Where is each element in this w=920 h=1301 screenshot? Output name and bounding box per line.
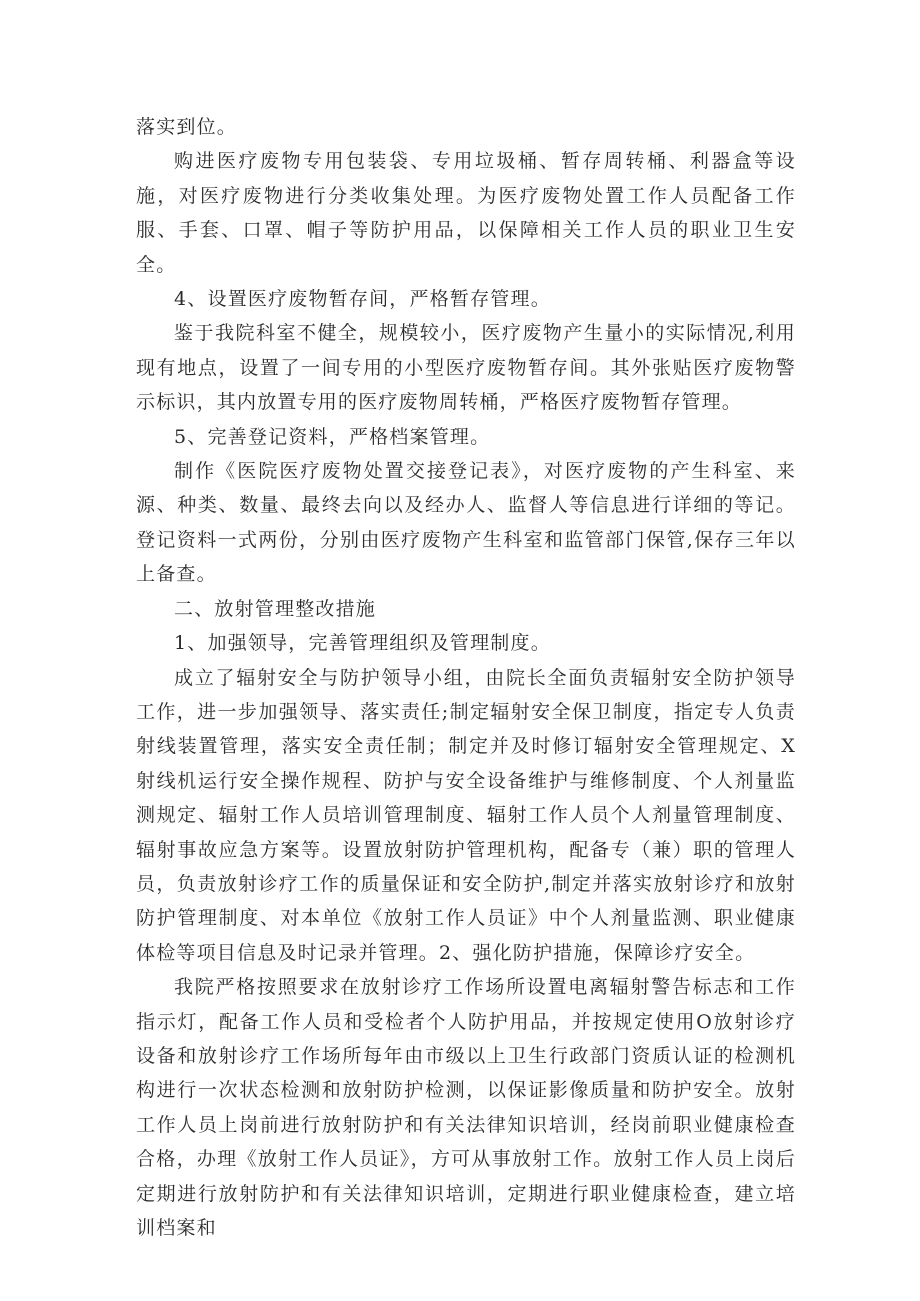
paragraph-storage-room: 鉴于我院科室不健全，规模较小，医疗废物产生量小的实际情况,利用现有地点，设置了一间专用的小型医疗废物暂存间。其外张贴医疗废物警示标识，其内放置专用的医疗废物周转桶，严格医疗废物暂存管理。 — [136, 322, 796, 414]
heading-temporary-storage: 4、设置医疗废物暂存间，严格暂存管理。 — [174, 288, 551, 311]
section-heading-radiation: 二、放射管理整改措施 — [174, 597, 377, 620]
paragraph-protection-measures: 我院严格按照要求在放射诊疗工作场所设置电离辐射警告标志和工作指示灯，配备工作人员和受检者个人防护用品，并按规定使用O放射诊疗设备和放射诊疗工作场所每年由市级以上卫生行政部门资质认证的检测机构进行一次状态检测和放射防护检测，以保证影像质量和防护安全。放射工作人员上岗前进行放射防护和有关法律知识培训，经岗前职业健康检查合格，办理《放射工作人员证》，方可从事放射工作。放射工作人员上岗后定期进行放射防护和有关法律知识培训，定期进行职业健康检查，建立培训档案和 — [136, 976, 796, 1239]
paragraph-leadership-group: 成立了辐射安全与防护领导小组，由院长全面负责辐射安全防护领导工作，进一步加强领导、落实责任;制定辐射安全保卫制度，指定专人负责射线装置管理，落实安全责任制；制定并及时修订辐射安全管理规定、X射线机运行安全操作规程、防护与安全设备维护与维修制度、个人剂量监测规定、辐射工作人员培训管理制度、辐射工作人员个人剂量管理制度、辐射事故应急方案等。设置放射防护管理机构，配备专（兼）职的管理人员，负责放射诊疗工作的质量保证和安全防护,制定并落实放射诊疗和放射防护管理制度、对本单位《放射工作人员证》中个人剂量监测、职业健康体检等项目信息及时记录并管理。2、强化防护措施，保障诊疗安全。 — [136, 666, 796, 964]
heading-records: 5、完善登记资料，严格档案管理。 — [174, 425, 491, 448]
paragraph-continuation: 落实到位。 — [136, 116, 238, 138]
document-body — [136, 110, 796, 1245]
paragraph-handover-form: 制作《医院医疗废物处置交接登记表》，对医疗废物的产生科室、来源、种类、数量、最终去向以及经办人、监督人等信息进行详细的等记。登记资料一式两份，分别由医疗废物产生科室和监管部门保管,保存三年以上备查。 — [136, 460, 796, 586]
heading-leadership: 1、加强领导，完善管理组织及管理制度。 — [174, 632, 551, 655]
paragraph-packaging: 购进医疗废物专用包装袋、专用垃圾桶、暂存周转桶、利器盒等设施，对医疗废物进行分类收集处理。为医疗废物处置工作人员配备工作服、手套、口罩、帽子等防护用品，以保障相关工作人员的职业卫生安全。 — [136, 150, 796, 276]
